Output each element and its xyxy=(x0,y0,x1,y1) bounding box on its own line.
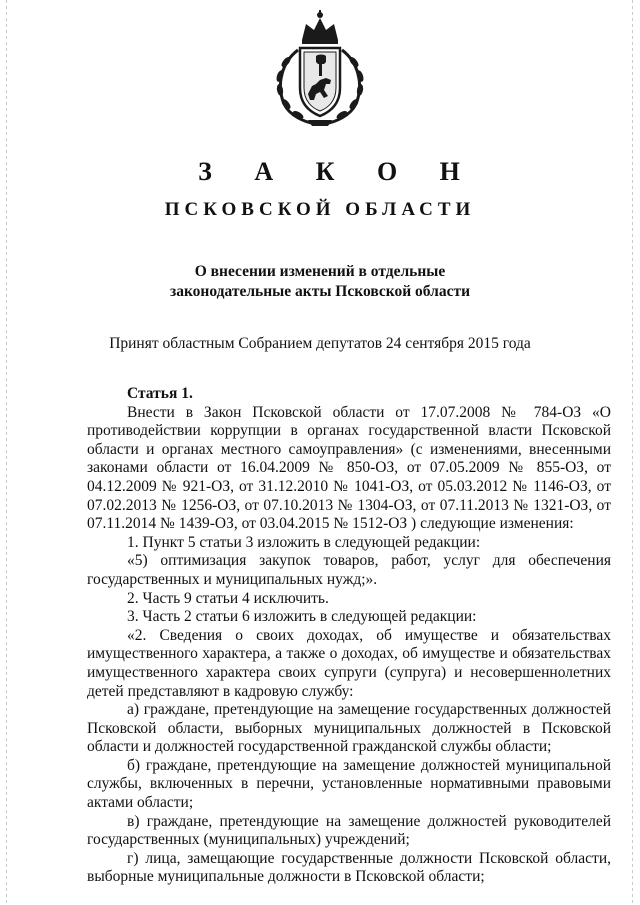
coat-of-arms-emblem xyxy=(268,10,372,128)
paragraph: 1. Пункт 5 статьи 3 изложить в следующей редакции: xyxy=(127,533,481,551)
scan-edge-left xyxy=(6,0,7,905)
paragraph: г) лица, замещающие государственные должности Псковской области, выборные муниципальные должности в Псковской области; xyxy=(87,849,611,886)
paragraph: а) граждане, претендующие на замещение государственных должностей Псковской области, выборных муниципальных должностей в Псковской области и должностей государственной гражданской службы области; xyxy=(87,701,611,756)
paragraph: Внести в Закон Псковской области от 17.07.2008 № 784-ОЗ «О противодействии коррупции в органах государственной власти Псковской области и органах местного самоуправления» (с изменениями, внесенными законами области от 16.04.2009 № 850-ОЗ, от 07.05.2009 № 855-ОЗ, от 04.12.2009 № 921-ОЗ, от 31.12.2010 № 1041-ОЗ, от 05.03.2012 № 1146-ОЗ, от 07.02.2013 № 1256-ОЗ, от 07.10.2013 № 1304-ОЗ, от 07.11.2013 № 1321-ОЗ, от 07.11.2014 № 1439-ОЗ, от 03.04.2015 № 1512-ОЗ ) следующие изменения: xyxy=(87,403,611,533)
law-subject: О внесении изменений в отдельные законодательные акты Псковской области xyxy=(169,263,471,300)
paragraph: 2. Часть 9 статьи 4 исключить. xyxy=(127,589,329,607)
scan-edge-right xyxy=(632,0,633,905)
region-title: ПСКОВСКОЙ ОБЛАСТИ xyxy=(164,199,476,220)
adoption-statement: Принят областным Собранием депутатов 24 сентября 2015 года xyxy=(109,335,531,352)
law-body xyxy=(87,385,611,887)
paragraph: в) граждане, претендующие на замещение должностей руководителей государственных (муниципальных) учреждений; xyxy=(87,812,611,849)
paragraph: «2. Сведения о своих доходах, об имуществе и обязательствах имущественного характера, а также о доходах, об имуществе и обязательствах имущественного характера своих супруги (супруга) и несовершеннолетних детей представляют в кадровую службу: xyxy=(87,626,611,700)
document-title: З А К О Н xyxy=(198,157,478,186)
paragraph: «5) оптимизация закупок товаров, работ, услуг для обеспечения государственных и муниципальных нужд;». xyxy=(87,552,611,588)
article-heading: Статья 1. xyxy=(127,385,193,402)
paragraph: 3. Часть 2 статьи 6 изложить в следующей редакции: xyxy=(127,608,477,626)
paragraph: б) граждане, претендующие на замещение должностей муниципальной службы, включенных в перечни, установленные нормативными правовыми актами области; xyxy=(87,756,611,812)
